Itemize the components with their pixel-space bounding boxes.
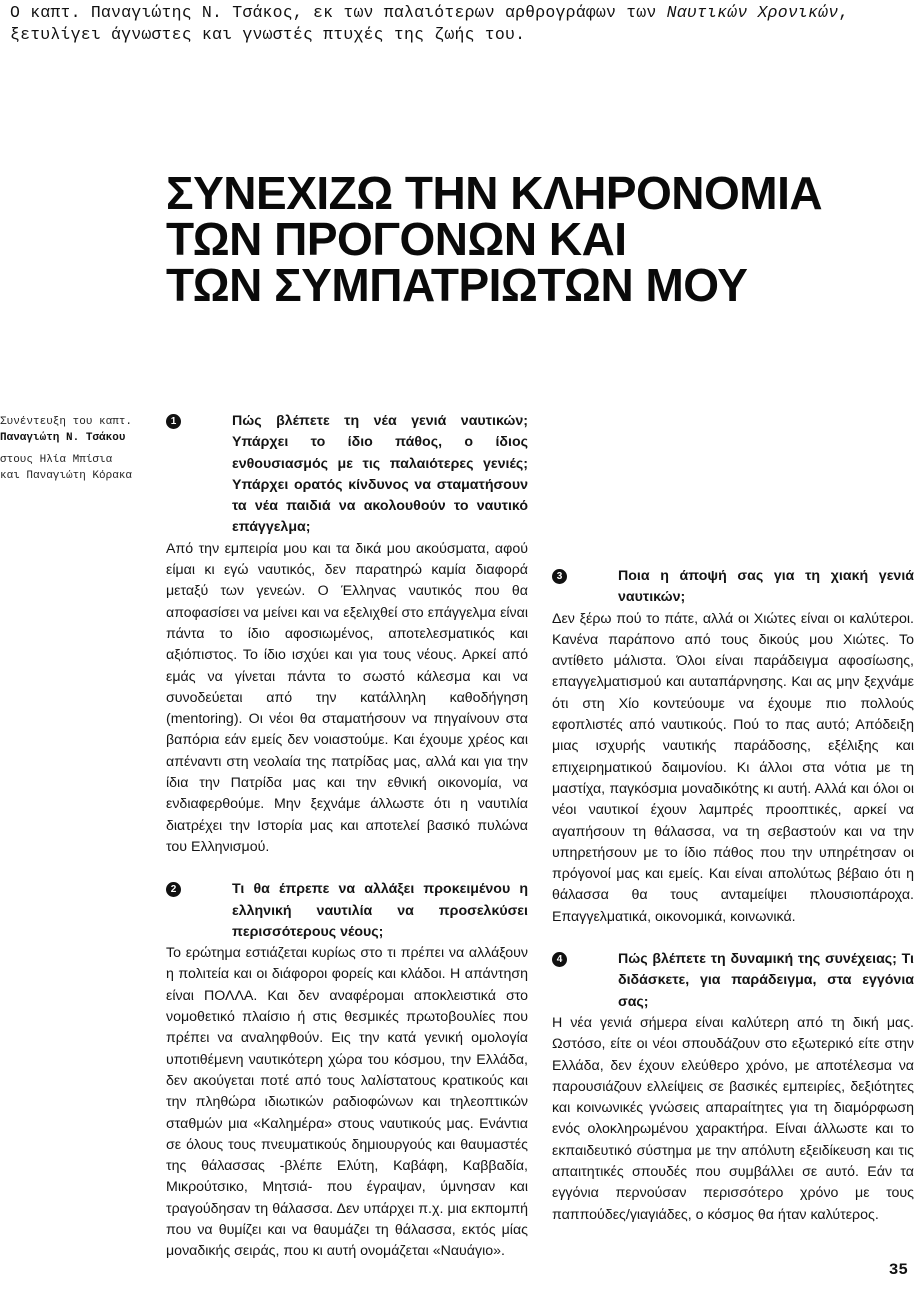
credit-line: στους Ηλία Μπίσια	[0, 454, 113, 466]
question-number-badge: 3	[552, 569, 567, 584]
headline	[166, 167, 906, 311]
page-number: 35	[888, 1261, 908, 1279]
question-number-badge: 1	[166, 414, 181, 429]
question-number-badge: 2	[166, 882, 181, 897]
interview-credits	[0, 414, 150, 484]
question-text: Πώς βλέπετε τη δυναμική της συνέχειας; Τι διδάσκετε, για παράδειγμα, στα εγγόνια σας;	[618, 951, 914, 1010]
headline-line: ΤΩΝ ΠΡΟΓΟΝΩΝ ΚΑΙ	[166, 213, 627, 265]
intro-text-part: , ξετυλίγει άγνωστες και γνωστές πτυχές της ζωής του.	[10, 3, 849, 44]
credit-line: Συνέντευξη του καπτ.	[0, 416, 133, 428]
question	[166, 879, 528, 943]
answer: Δεν ξέρω πού το πάτε, αλλά οι Χιώτες είναι οι καλύτεροι. Κανένα παράπονο από τους δικούς μου Χιώτες. Το αντίθετο μάλιστα. Όλοι είναι παράδειγμα αφοσίωσης, επαγγελματισμού και αυταπάρνησης. Και ας μην ξεχνάμε ότι στη Χίο κοντεύουμε να έχουμε πιο πολλούς εφοπλιστές από ναυτικούς. Πού το πας αυτό; Απόδειξη μιας ισχυρής ναυτικής παράδοσης, εξέλιξης και επιχειρηματικού δαιμονίου. Κι άλλοι στα νότια με τη μαστίχα, παγκόσμια μοναδικότης κι αυτή. Αλλά και όλοι οι νέοι ναυτικοί έχουν λαμπρές προοπτικές, αρκεί να αγαπήσουν τη θάλασσα, να τη σεβαστούν και να την υπηρετήσουν με το ίδιο πάθος που την υπηρέτησαν οι πρόγονοί μας και εμείς. Και είναι απολύτως βέβαιο ότι η θάλασσα θα τους ανταμείψει πλουσιοπάροχα. Επαγγελματικά, οικονομικά, κοινωνικά.	[552, 610, 914, 925]
intro-text-part: Ο καπτ. Παναγιώτης Ν. Τσάκος, εκ των παλαιότερων αρθρογράφων των	[10, 3, 667, 22]
question	[552, 949, 914, 1013]
question-text: Ποια η άποψή σας για τη χιακή γενιά ναυτικών;	[618, 568, 914, 606]
publication-name: Ναυτικών Χρονικών	[666, 3, 839, 22]
answer: Το ερώτημα εστιάζεται κυρίως στο τι πρέπει να αλλάξουν η πολιτεία και οι διάφοροι φορείς και κλάδοι. Η απάντηση είναι ΠΟΛΛΑ. Και δεν αναφέρομαι αποκλειστικά στο νομοθετικό πλαίσιο ή στις θεσμικές πρωτοβουλίες που πρέπει να αναληφθούν. Εις την κατά γενική ομολογία υποτιθέμενη ναυτικότερη χώρα του κόσμου, την Ελλάδα, δεν ακούγεται ποτέ από τους λαλίστατους κρατικούς και την πληθώρα ιδιωτικών ραδιοφώνων και τηλεοπτικών σταθμών μια «Καλημέρα» στους ναυτικούς μας. Ενάντια σε όλους τους πνευματικούς δημιουργούς και θαυμαστές της θάλασσας -βλέπε Ελύτη, Καβάφη, Καββαδία, Μικρούτσικο, Μητσιά- που έγραψαν, ύμνησαν και τραγούδησαν τη θάλασσα. Δεν υπάρχει π.χ. μια εκπομπή που να θυμίζει και να θαυμάζει τη θάλασσα, εκτός μίας μοναδικής σειράς, που κι αυτή ονομάζεται «Ναυάγιο».	[166, 945, 528, 1260]
headline-line: ΣΥΝΕΧΙΖΩ ΤΗΝ ΚΛΗΡΟΝΟΜΙΑ	[166, 167, 823, 219]
question-number-badge: 4	[552, 952, 567, 967]
intro-text	[10, 2, 890, 46]
answer: Η νέα γενιά σήμερα είναι καλύτερη από τη δική μας. Ωστόσο, είτε οι νέοι σπουδάζουν στο εξωτερικό είτε στην Ελλάδα, δεν έχουν ελεύθερο χρόνο, με αποτέλεσμα να παρουσιάζουν ελλείψεις σε βασικές εμπειρίες, δεξιότητες και κοινωνικές γνώσεις απαραίτητες για τη διαμόρφωση ενός ολοκληρωμένου χαρακτήρα. Είναι άλλωστε και το εκπαιδευτικό σύστημα με την απόλυτη εξειδίκευση και τις απαιτητικές σπουδές που συμβάλλει σε αυτό. Εάν τα εγγόνια περνούσαν περισσότερο χρόνο με τους παππούδες/γιαγιάδες, ο κόσμος θα ήταν καλύτερος.	[552, 1014, 914, 1223]
question	[166, 411, 528, 539]
headline-line: ΤΩΝ ΣΥΜΠΑΤΡΙΩΤΩΝ ΜΟΥ	[166, 259, 748, 311]
question	[552, 566, 914, 609]
article-column-right	[552, 411, 914, 1226]
question-text: Τι θα έπρεπε να αλλάξει προκειμένου η ελληνική ναυτιλία να προσελκύσει περισσότερους νέους;	[232, 881, 528, 940]
answer: Από την εμπειρία μου και τα δικά μου ακούσματα, αφού είμαι κι εγώ ναυτικός, δεν παρατηρώ καμία διαφορά μεταξύ των γενεών. Ο Έλληνας ναυτικός που θα αποφασίσει να μείνει και να εξελιχθεί στο επάγγελμα είναι πάντα το ίδιο αφοσιωμένος, αποτελεσματικός και αξιόπιστος. Το ίδιο ισχύει και για τους νέους. Αρκεί από εμάς να γίνεται πάντα το σωστό κάλεσμα και να συνοδεύεται από την κατάλληλη καθοδήγηση (mentoring). Οι νέοι θα σταματήσουν να πηγαίνουν στα βαπόρια εάν εμείς δεν νοιαστούμε. Και έχουμε χρέος και απέναντι στη νεολαία της πατρίδας μας, αλλά και για την ίδια την Πατρίδα μας και την εθνική οικονομία, να ενδιαφερθούμε. Μην ξεχνάμε άλλωστε ότι η ναυτιλία διατρέχει την Ιστορία μας και αποτελεί βασικό πυλώνα του Ελληνισμού.	[166, 540, 528, 855]
interviewee-name: Παναγιώτη Ν. Τσάκου	[0, 432, 126, 444]
credit-line: και Παναγιώτη Κόρακα	[0, 470, 133, 482]
article-column-left	[166, 411, 528, 1263]
question-text: Πώς βλέπετε τη νέα γενιά ναυτικών; Υπάρχει το ίδιο πάθος, ο ίδιος ενθουσιασμός με τις παλαιότερες γενιές; Υπάρχει ορατός κίνδυνος να σταματήσουν τα νέα παιδιά να ακολουθούν το ναυτικό επάγγελμα;	[232, 413, 528, 536]
